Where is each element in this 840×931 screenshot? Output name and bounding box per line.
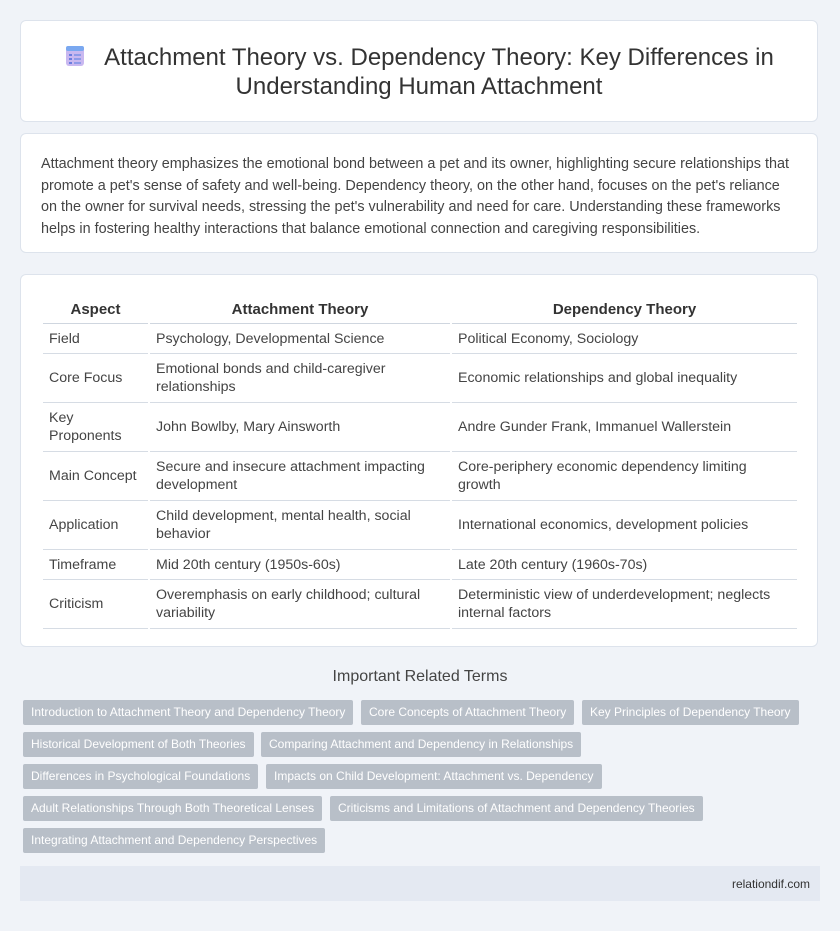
- table-row: [43, 403, 797, 452]
- related-terms-title: Important Related Terms: [332, 668, 508, 685]
- header-attachment: Attachment Theory: [150, 295, 450, 324]
- cell-attachment: Secure and insecure attachment impacting development: [150, 452, 450, 501]
- cell-attachment: Child development, mental health, social behavior: [150, 501, 450, 550]
- table-row: [43, 452, 797, 501]
- intro-text: Attachment theory emphasizes the emotional bond between a pet and its owner, highlighting secure relationships that promote a pet's sense of safety and well-being. Dependency theory, on the other hand, focuses on the pet's reliance on the owner for survival needs, stressing the pet's vulnerability and need for care. Understanding these frameworks helps in fostering healthy interactions that balance emotional connection and caregiving responsibilities.: [41, 156, 789, 237]
- related-term-tag[interactable]: Adult Relationships Through Both Theoretical Lenses: [23, 796, 322, 821]
- related-term-tag[interactable]: Key Principles of Dependency Theory: [582, 700, 799, 725]
- header-dependency: Dependency Theory: [452, 295, 797, 324]
- cell-attachment: Psychology, Developmental Science: [150, 324, 450, 354]
- document-list-icon: [64, 45, 86, 67]
- cell-attachment: Emotional bonds and child-caregiver relationships: [150, 354, 450, 403]
- table-row: [43, 580, 797, 629]
- cell-aspect: Timeframe: [43, 550, 148, 580]
- footer-site[interactable]: relationdif.com: [731, 877, 810, 891]
- cell-attachment: John Bowlby, Mary Ainsworth: [150, 403, 450, 452]
- comparison-card: [20, 274, 818, 647]
- table-row: [43, 501, 797, 550]
- table-row: [43, 354, 797, 403]
- table-header-row: [43, 295, 797, 324]
- related-term-tag[interactable]: Impacts on Child Development: Attachment vs. Dependency: [266, 764, 602, 789]
- title-line-2: Understanding Human Attachment: [235, 73, 603, 100]
- table-row: [43, 324, 797, 354]
- table-row: [43, 550, 797, 580]
- related-term-tag[interactable]: Differences in Psychological Foundations: [23, 764, 258, 789]
- cell-aspect: Criticism: [43, 580, 148, 629]
- cell-attachment: Mid 20th century (1950s-60s): [150, 550, 450, 580]
- cell-dependency: Andre Gunder Frank, Immanuel Wallerstein: [452, 403, 797, 452]
- related-term-tag[interactable]: Criticisms and Limitations of Attachment and Dependency Theories: [330, 796, 703, 821]
- cell-dependency: International economics, development policies: [452, 501, 797, 550]
- cell-aspect: Field: [43, 324, 148, 354]
- title-card: [20, 20, 818, 122]
- related-term-tag[interactable]: Introduction to Attachment Theory and Dependency Theory: [23, 700, 353, 725]
- cell-attachment: Overemphasis on early childhood; cultural variability: [150, 580, 450, 629]
- related-term-tag[interactable]: Integrating Attachment and Dependency Perspectives: [23, 828, 325, 853]
- title-line-1: Attachment Theory vs. Dependency Theory: Key Differences in: [104, 44, 774, 71]
- comparison-table: [41, 295, 799, 629]
- cell-dependency: Core-periphery economic dependency limiting growth: [452, 452, 797, 501]
- related-term-tag[interactable]: Core Concepts of Attachment Theory: [361, 700, 574, 725]
- cell-dependency: Late 20th century (1960s-70s): [452, 550, 797, 580]
- related-term-tag[interactable]: Comparing Attachment and Dependency in Relationships: [261, 732, 581, 757]
- cell-aspect: Main Concept: [43, 452, 148, 501]
- cell-dependency: Economic relationships and global inequality: [452, 354, 797, 403]
- cell-dependency: Deterministic view of underdevelopment; neglects internal factors: [452, 580, 797, 629]
- intro-card: [20, 133, 818, 253]
- header-aspect: Aspect: [43, 295, 148, 324]
- cell-aspect: Core Focus: [43, 354, 148, 403]
- cell-dependency: Political Economy, Sociology: [452, 324, 797, 354]
- cell-aspect: Application: [43, 501, 148, 550]
- footer: [20, 866, 820, 901]
- cell-aspect: Key Proponents: [43, 403, 148, 452]
- page-title: [21, 43, 817, 101]
- related-term-tag[interactable]: Historical Development of Both Theories: [23, 732, 254, 757]
